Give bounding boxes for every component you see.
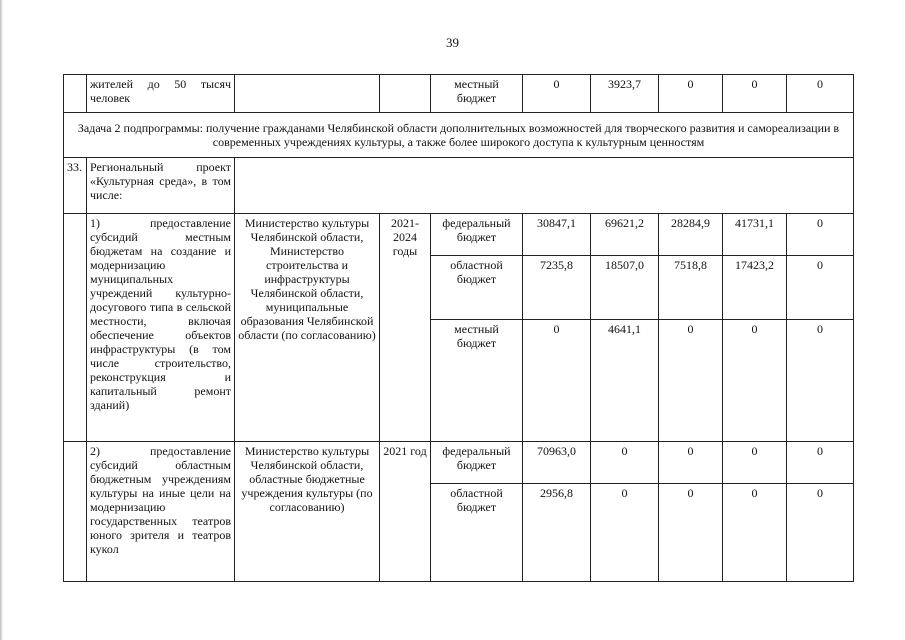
amount-cell: 28284,9 (659, 214, 723, 256)
amount-cell: 7518,8 (659, 256, 723, 320)
project-number-cell: 33. (64, 158, 87, 214)
event-name-cell: 2) предоставление субсидий областным бюджетным учреждениям культуры на иные цели на модернизацию государственных театров юного зрителя и театров кукол (87, 442, 235, 582)
executor-cell (235, 75, 380, 113)
program-table (63, 74, 854, 582)
amount-cell: 4641,1 (591, 320, 659, 442)
amount-cell: 0 (723, 320, 787, 442)
period-cell: 2021 год (380, 442, 431, 582)
table-row (64, 75, 854, 113)
task-row (64, 113, 854, 158)
period-cell: 2021-2024 годы (380, 214, 431, 442)
amount-cell: 0 (787, 214, 854, 256)
number-cell (64, 75, 87, 113)
number-cell (64, 214, 87, 442)
funding-source-cell: федеральный бюджет (431, 214, 523, 256)
project-row (64, 158, 854, 214)
funding-source-cell: местный бюджет (431, 320, 523, 442)
amount-cell: 0 (723, 484, 787, 582)
table-row (64, 442, 854, 484)
amount-cell: 41731,1 (723, 214, 787, 256)
amount-cell: 0 (787, 442, 854, 484)
event-name-cell: жителей до 50 тысяч человек (87, 75, 235, 113)
amount-cell: 7235,8 (523, 256, 591, 320)
table-row (64, 214, 854, 256)
amount-cell: 70963,0 (523, 442, 591, 484)
period-cell (380, 75, 431, 113)
amount-cell: 0 (591, 442, 659, 484)
page-number: 39 (446, 35, 459, 50)
amount-cell: 2956,8 (523, 484, 591, 582)
event-name-cell: 1) предоставление субсидий местным бюджетам на создание и модернизацию муниципальных учреждений культурно-досугового типа в сельской местности, включая обеспечение объектов инфраструктуры (в том числе строительство, реконструкция и капитальный ремонт зданий) (87, 214, 235, 442)
amount-cell: 0 (659, 75, 723, 113)
amount-cell: 0 (659, 484, 723, 582)
amount-cell: 0 (787, 75, 854, 113)
amount-cell: 69621,2 (591, 214, 659, 256)
amount-cell: 0 (723, 442, 787, 484)
amount-cell: 0 (787, 256, 854, 320)
scan-edge (0, 0, 3, 640)
task-cell: Задача 2 подпрограммы: получение гражданами Челябинской области дополнительных возможностей для творческого развития и самореализации в современных учреждениях культуры, а также более широкого доступа к культурным ценностям (64, 113, 854, 158)
amount-cell: 0 (659, 442, 723, 484)
amount-cell: 0 (723, 75, 787, 113)
project-empty-cell (235, 158, 854, 214)
amount-cell: 18507,0 (591, 256, 659, 320)
amount-cell: 0 (591, 484, 659, 582)
amount-cell: 0 (523, 75, 591, 113)
funding-source-cell: областной бюджет (431, 256, 523, 320)
amount-cell: 17423,2 (723, 256, 787, 320)
funding-source-cell: местный бюджет (431, 75, 523, 113)
project-name-cell: Региональный проект «Культурная среда», в том числе: (87, 158, 235, 214)
amount-cell: 3923,7 (591, 75, 659, 113)
executor-cell: Министерство культуры Челябинской области, областные бюджетные учреждения культуры (по согласованию) (235, 442, 380, 582)
executor-cell: Министерство культуры Челябинской области, Министерство строительства и инфраструктуры Челябинской области, муниципальные образования Челябинской области (по согласованию) (235, 214, 380, 442)
amount-cell: 0 (659, 320, 723, 442)
funding-source-cell: федеральный бюджет (431, 442, 523, 484)
amount-cell: 0 (787, 484, 854, 582)
amount-cell: 0 (523, 320, 591, 442)
amount-cell: 0 (787, 320, 854, 442)
amount-cell: 30847,1 (523, 214, 591, 256)
number-cell (64, 442, 87, 582)
funding-source-cell: областной бюджет (431, 484, 523, 582)
